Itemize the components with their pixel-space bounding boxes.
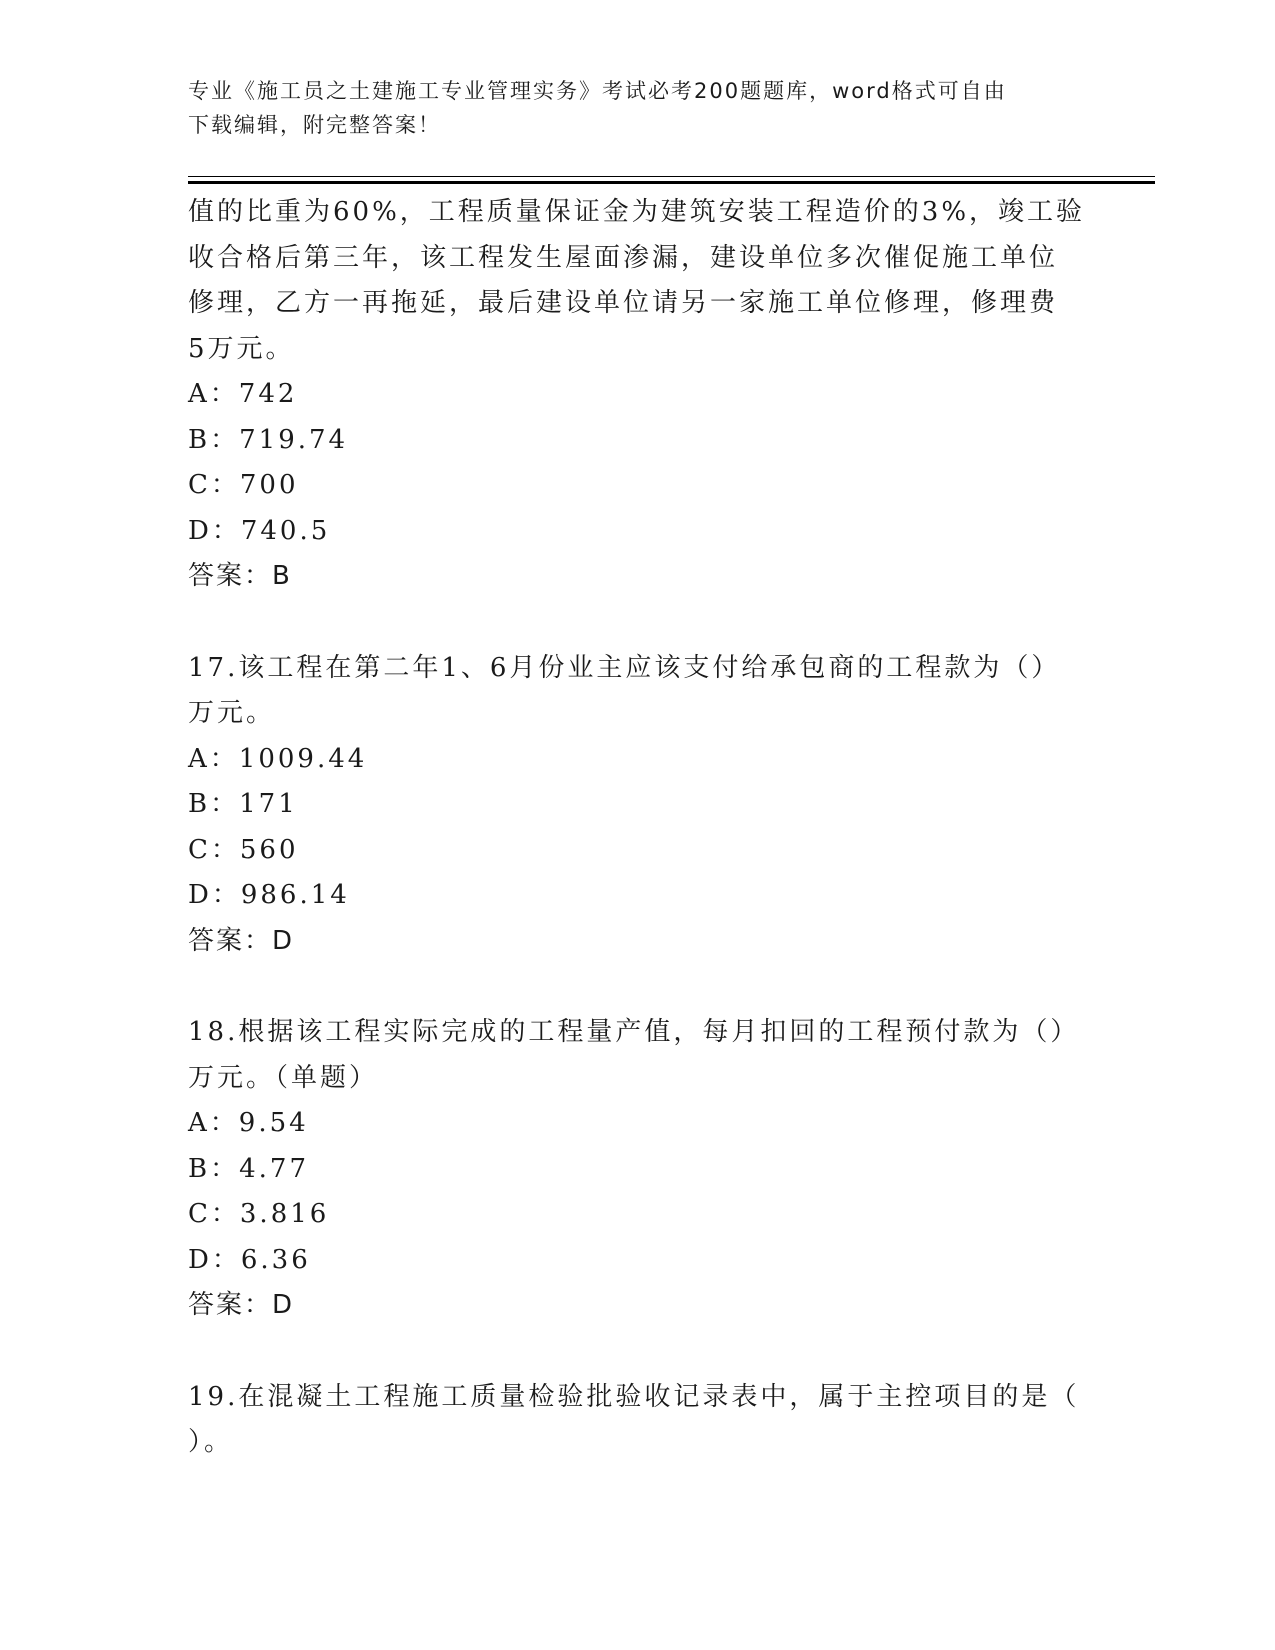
option-c: C：560 <box>188 834 299 865</box>
option-d: D：6.36 <box>188 1244 311 1275</box>
document-body <box>188 190 1086 1466</box>
option-a: A：1009.44 <box>188 743 368 774</box>
option-d: D：986.14 <box>188 880 350 910</box>
spacer <box>188 600 1068 646</box>
answer: 答案：D <box>188 925 295 956</box>
question-text: 17.该工程在第二年1、6月份业主应该支付给承包商的工程款为（） <box>188 652 1061 683</box>
option-b: B：4.77 <box>188 1153 309 1184</box>
question-text: 万元。（单题） <box>188 1062 379 1093</box>
option-a: A：742 <box>188 379 298 409</box>
question-18 <box>188 1010 1080 1329</box>
option-a: A：9.54 <box>188 1108 309 1138</box>
question-17 <box>188 646 1068 965</box>
header-divider-thin <box>188 176 1155 177</box>
header-line-2: 下载编辑，附完整答案！ <box>188 113 441 137</box>
question-text: 值的比重为60%，工程质量保证金为建筑安装工程造价的3%，竣工验 <box>188 197 1086 227</box>
option-b: B：171 <box>188 789 298 819</box>
option-b: B：719.74 <box>188 424 349 455</box>
option-d: D：740.5 <box>188 515 331 546</box>
question-text: 万元。 <box>188 698 276 728</box>
spacer <box>188 964 1068 1010</box>
answer: 答案：B <box>188 561 292 591</box>
question-19 <box>188 1375 1080 1466</box>
question-text: 18.根据该工程实际完成的工程量产值，每月扣回的工程预付款为（） <box>188 1017 1080 1047</box>
question-text: 5万元。 <box>188 333 295 364</box>
spacer <box>188 1329 1068 1375</box>
question-16-continuation <box>188 190 1086 600</box>
document-header <box>188 74 1068 142</box>
option-c: C：3.816 <box>188 1199 330 1229</box>
header-divider-thick <box>188 181 1155 184</box>
question-text: 修理，乙方一再拖延，最后建设单位请另一家施工单位修理，修理费 <box>188 288 1059 318</box>
question-text: 收合格后第三年，该工程发生屋面渗漏，建设单位多次催促施工单位 <box>188 242 1059 273</box>
header-line-1: 专业《施工员之土建施工专业管理实务》考试必考200题题库，word格式可自由 <box>188 79 1007 103</box>
option-c: C：700 <box>188 470 299 500</box>
answer: 答案：D <box>188 1290 295 1320</box>
question-text: 19.在混凝土工程施工质量检验批验收记录表中，属于主控项目的是（ <box>188 1381 1080 1412</box>
question-text: ）。 <box>188 1427 234 1457</box>
